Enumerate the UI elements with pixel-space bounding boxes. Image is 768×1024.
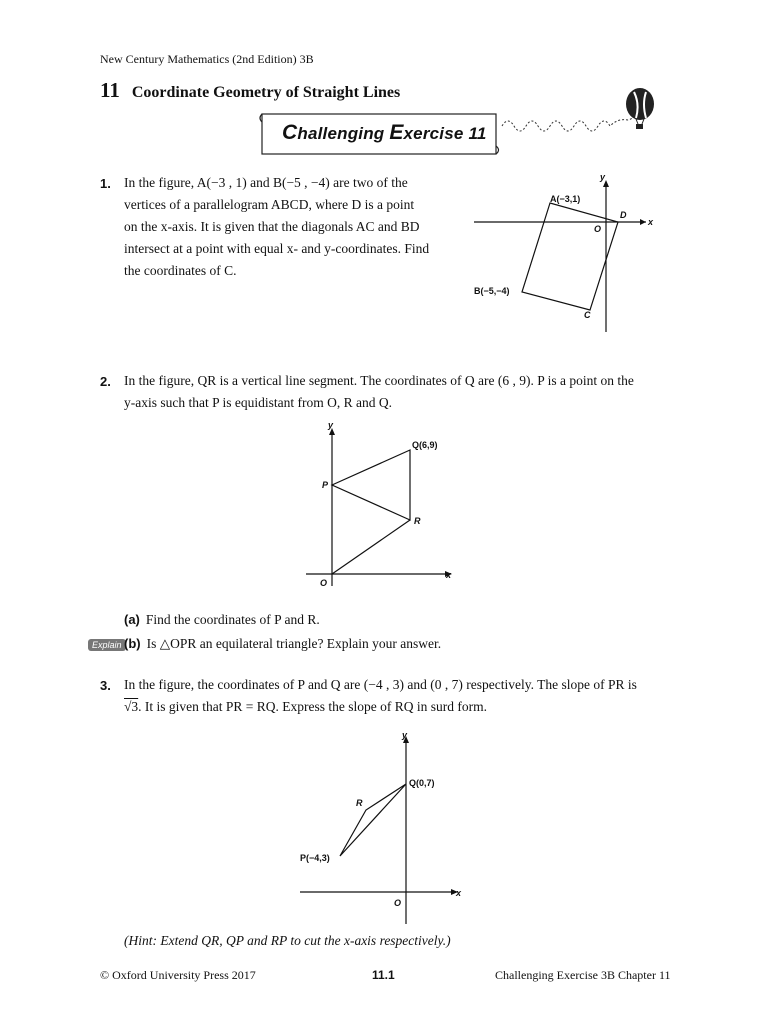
part-b-label: (b)	[124, 636, 141, 651]
footer-chapter: Challenging Exercise 3B Chapter 11	[495, 968, 671, 982]
q2-part-a	[124, 612, 320, 628]
balloon-icon	[500, 84, 670, 154]
label-o: O	[594, 224, 602, 234]
label-x: x	[446, 570, 452, 580]
chapter-number: 11	[100, 78, 120, 102]
q2-line: y-axis such that P is equidistant from O, R and Q.	[124, 395, 392, 410]
book-title: New Century Mathematics (2nd Edition) 3B	[100, 52, 314, 66]
label-r: R	[414, 516, 421, 526]
q1-line: the coordinates of C.	[124, 263, 237, 278]
label-o: O	[394, 898, 402, 908]
triangle-pqr	[332, 450, 410, 520]
label-y: y	[600, 172, 606, 182]
q1-line: on the x-axis. It is given that the diagonals AC and BD	[124, 219, 420, 234]
sqrt-three: √3	[124, 699, 139, 714]
q1-line: intersect at a point with equal x- and y-coordinates. Find	[124, 241, 430, 256]
label-a: A(−3,1)	[550, 194, 581, 204]
chapter-heading	[100, 78, 400, 103]
label-b: B(−5,−4)	[474, 286, 510, 296]
q3-line: In the figure, the coordinates of P and Q are (−4 , 3) and (0 , 7) respectively. The slope of PR is	[124, 677, 637, 692]
q3-number: 3.	[100, 678, 111, 693]
label-y: y	[328, 420, 334, 430]
segment-or	[332, 520, 410, 574]
page-number: 11.1	[372, 968, 395, 982]
q3-hint: (Hint: Extend QR, QP and RP to cut the x-axis respectively.)	[124, 933, 451, 948]
q2-line: In the figure, QR is a vertical line segment. The coordinates of Q are (6 , 9). P is a point on the	[124, 373, 634, 388]
q2-figure	[300, 420, 470, 595]
q3-text	[124, 674, 684, 718]
part-a-label: (a)	[124, 612, 140, 627]
parallelogram	[522, 203, 618, 310]
footer-copyright: © Oxford University Press 2017	[100, 968, 256, 982]
banner-title: Challenging Exercise 11	[282, 121, 487, 144]
q1-line: vertices of a parallelogram ABCD, where D is a point	[124, 197, 415, 212]
label-p: P	[322, 480, 329, 490]
label-r: R	[356, 798, 363, 808]
q1-figure	[470, 170, 660, 340]
q3-figure	[296, 728, 476, 928]
q2-number: 2.	[100, 374, 111, 389]
q1-number: 1.	[100, 176, 111, 191]
label-q: Q(6,9)	[412, 440, 438, 450]
q1-line: In the figure, A(−3 , 1) and B(−5 , −4) are two of the	[124, 175, 408, 190]
chapter-title: Coordinate Geometry of Straight Lines	[131, 84, 401, 101]
label-o: O	[320, 578, 328, 588]
q3-line2: √3. It is given that PR = RQ. Express the slope of RQ in surd form.	[124, 699, 488, 714]
label-d: D	[620, 210, 627, 220]
q1-text	[124, 172, 464, 282]
label-x: x	[456, 888, 462, 898]
explain-tag: Explain	[88, 639, 126, 651]
label-q: Q(0,7)	[409, 778, 435, 788]
label-c: C	[584, 310, 591, 320]
part-a-text: Find the coordinates of P and R.	[145, 612, 320, 627]
triangle-pqr	[340, 784, 406, 856]
label-y: y	[402, 730, 408, 740]
q2-text	[124, 370, 684, 414]
part-b-text: Is △OPR an equilateral triangle? Explain your answer.	[146, 636, 442, 651]
q2-part-b	[124, 636, 441, 652]
label-x: x	[648, 217, 654, 227]
label-p: P(−4,3)	[300, 853, 330, 863]
